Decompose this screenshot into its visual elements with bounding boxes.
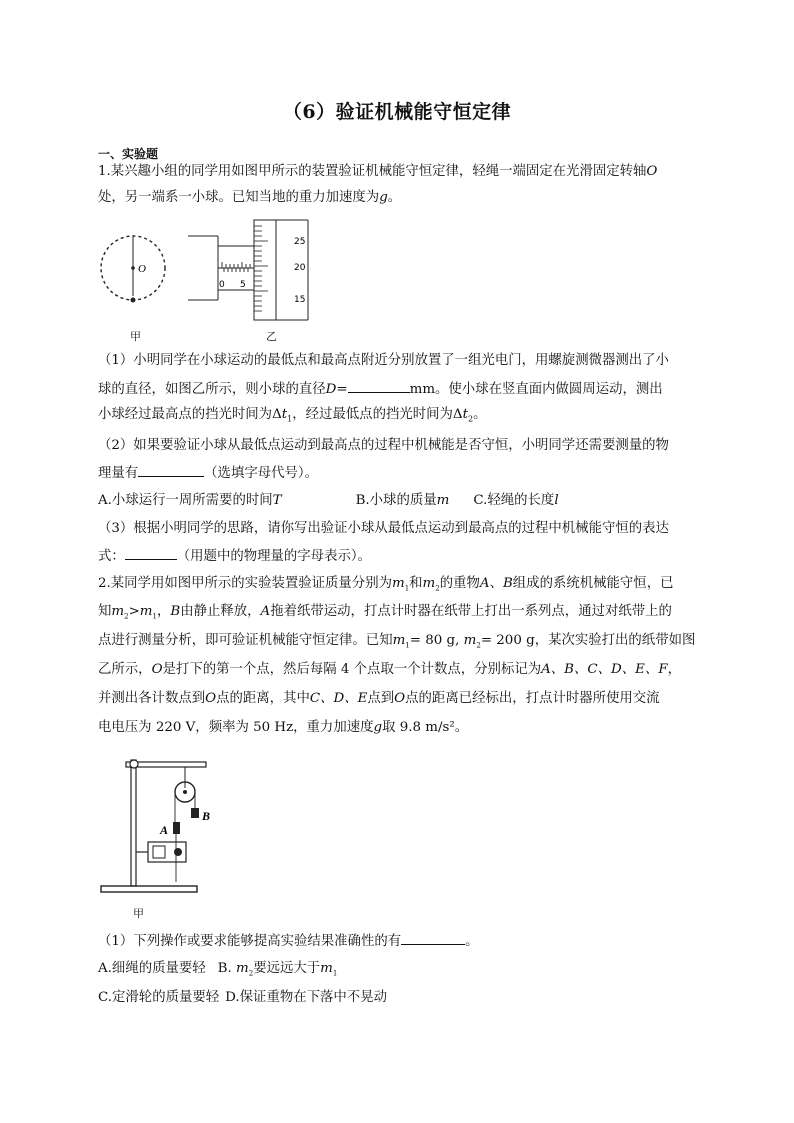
- section-heading: 一、实验题: [98, 147, 159, 161]
- micrometer-sleeve-tick-5: 5: [240, 280, 246, 290]
- q1-figure-jia-caption: 甲: [130, 330, 141, 343]
- q1-part3-line2: 式： （用题中的物理量的字母表示）。: [98, 546, 371, 566]
- answer-blank-quantities: [138, 463, 204, 477]
- q1-figure-yi-caption: 乙: [266, 330, 277, 343]
- q1-part3-line1: （3）根据小明同学的思路，请你写出验证小球从最低点运动到最高点的过程中机械能守恒的表达: [98, 521, 669, 536]
- answer-blank-operations: [401, 931, 465, 945]
- q2-figure-apparatus: [98, 752, 218, 902]
- micrometer-thimble-tick-20: 20: [294, 263, 306, 273]
- q2-stem-line4: 乙所示，O是打下的第一个点，然后每隔 4 个点取一个计数点，分别标记为A、B、C、D、E、F，: [98, 662, 682, 677]
- q1-part1-line2: 球的直径，如图乙所示，则小球的直径D= mm。使小球在竖直面内做圆周运动，测出: [98, 379, 663, 399]
- micrometer-thimble-tick-25: 25: [294, 237, 306, 247]
- q2-options-line2: C.定滑轮的质量要轻 D.保证重物在下落中不晃动: [98, 990, 387, 1005]
- q2-stem-line6: 电电压为 220 V，频率为 50 Hz，重力加速度g取 9.8 m/s²。: [98, 720, 469, 735]
- micrometer-sleeve-tick-0: 0: [219, 280, 225, 290]
- q2-stem-line1: 2.某同学用如图甲所示的实验装置验证质量分别为$m_1$和$m_2$的重物A、B组成的系统机械能守恒，已: [98, 576, 674, 593]
- q1-part1-line1: （1）小明同学在小球运动的最低点和最高点附近分别放置了一组光电门，用螺旋测微器测出了小: [98, 353, 669, 368]
- q1-options-line: A.小球运行一周所需要的时间T B.小球的质量m C.轻绳的长度l: [98, 493, 559, 508]
- q1-stem-line2: 处，另一端系一小球。已知当地的重力加速度为g。: [98, 190, 402, 205]
- q2-stem-line2: 知$m_2>m_1$，B由静止释放，A拖着纸带运动，打点计时器在纸带上打出一系列点，通过对纸带上的: [98, 604, 672, 621]
- q2-part1-line: （1）下列操作或要求能够提高实验结果准确性的有 。: [98, 931, 479, 951]
- q1-stem-line1: 1.某兴趣小组的同学用如图甲所示的装置验证机械能守恒定律，轻绳一端固定在光滑固定转轴O: [98, 164, 658, 179]
- micrometer-thimble-tick-15: 15: [294, 295, 306, 305]
- answer-blank-diameter: [348, 379, 410, 393]
- q1-figure-o-label: O: [138, 263, 146, 275]
- answer-blank-expression: [125, 546, 177, 560]
- q2-figure-a-label: A: [160, 823, 169, 837]
- q1-figure-circle: [98, 232, 172, 306]
- q1-figure-micrometer: [186, 216, 316, 328]
- page-title: （6）验证机械能守恒定律: [282, 101, 512, 123]
- q2-figure-b-label: B: [202, 809, 211, 823]
- q2-figure-jia-caption: 甲: [133, 907, 144, 920]
- q1-part2-line1: （2）如果要验证小球从最低点运动到最高点的过程中机械能是否守恒，小明同学还需要测量的物: [98, 438, 669, 453]
- q2-stem-line3: 点进行测量分析，即可验证机械能守恒定律。已知$m_1= 80$ g, $m_2= 200$ g，某次实验打出的纸带如图: [98, 633, 696, 650]
- q2-stem-line5: 并测出各计数点到O点的距离，其中C、D、E点到O点的距离已经标出，打点计时器所使用交流: [98, 691, 660, 706]
- q2-options-line1: A.细绳的质量要轻 B. $m_2$要远远大于$m_1$: [98, 961, 338, 978]
- q1-part2-line2: 理量有 （选填字母代号）。: [98, 463, 318, 483]
- q1-part1-line3: 小球经过最高点的挡光时间为$\Delta t_1$，经过最低点的挡光时间为$\Delta t_2$。: [98, 407, 487, 424]
